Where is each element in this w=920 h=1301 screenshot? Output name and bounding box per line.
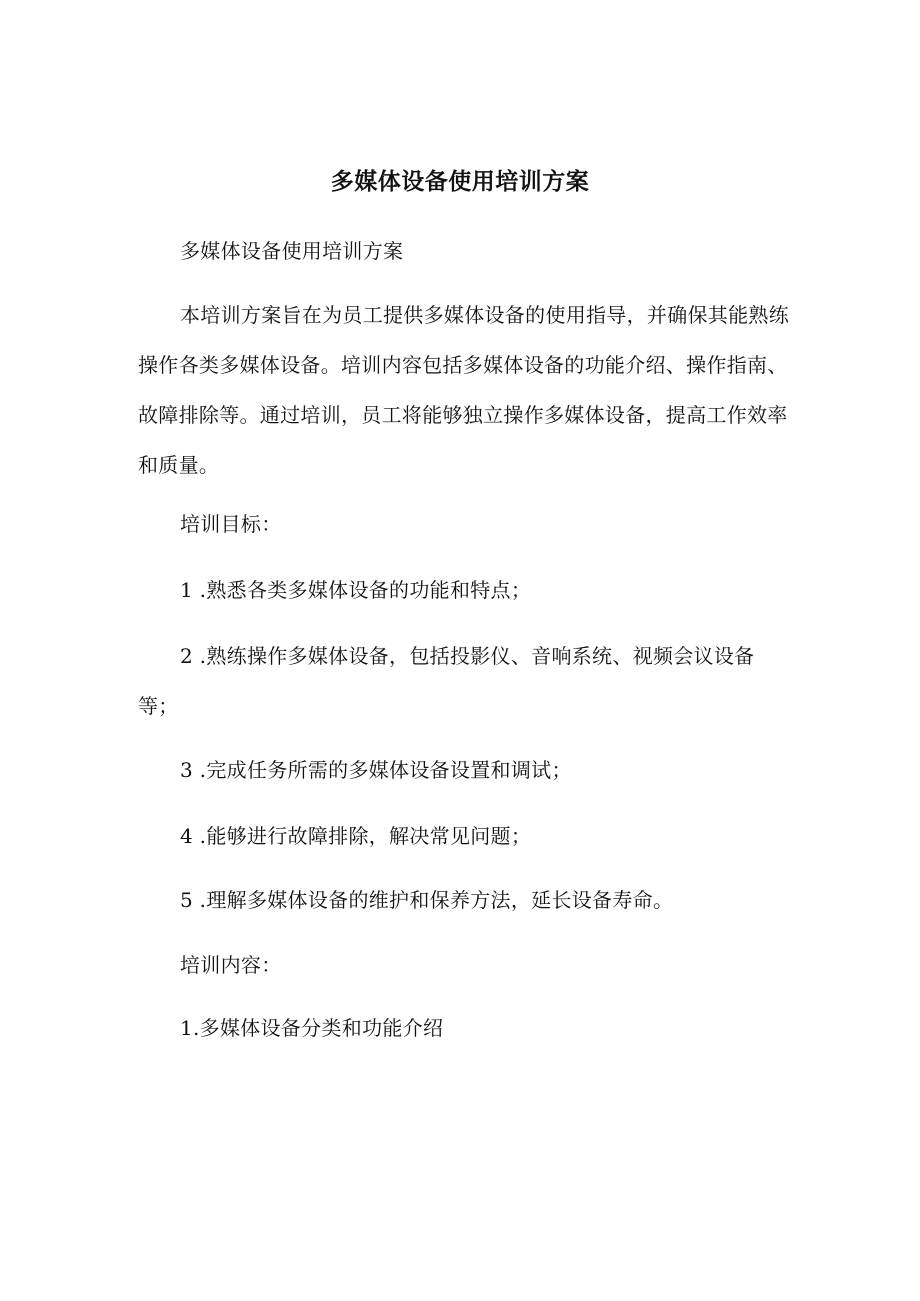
goal-item-5: 5 .理解多媒体设备的维护和保养方法，延长设备寿命。 [180, 888, 674, 912]
goals-heading: 培训目标： [180, 512, 282, 536]
document-title: 多媒体设备使用培训方案 [330, 169, 590, 195]
subtitle-paragraph: 多媒体设备使用培训方案 [180, 239, 404, 263]
goal-item-4: 4 .能够进行故障排除，解决常见问题； [180, 824, 532, 848]
goal-item-2: 2 .熟练操作多媒体设备，包括投影仪、音响系统、视频会议设备等； [138, 644, 755, 718]
intro-paragraph: 本培训方案旨在为员工提供多媒体设备的使用指导，并确保其能熟练操作各类多媒体设备。培训内容包括多媒体设备的功能介绍、操作指南、故障排除等。通过培训，员工将能够独立操作多媒体设备，提高工作效率和质量。 [138, 303, 789, 477]
goal-item-1: 1 .熟悉各类多媒体设备的功能和特点； [180, 578, 532, 602]
content-heading: 培训内容： [180, 953, 282, 977]
content-item-1: 1.多媒体设备分类和功能介绍 [180, 1016, 444, 1040]
goal-item-3: 3 .完成任务所需的多媒体设备设置和调试； [180, 758, 572, 782]
